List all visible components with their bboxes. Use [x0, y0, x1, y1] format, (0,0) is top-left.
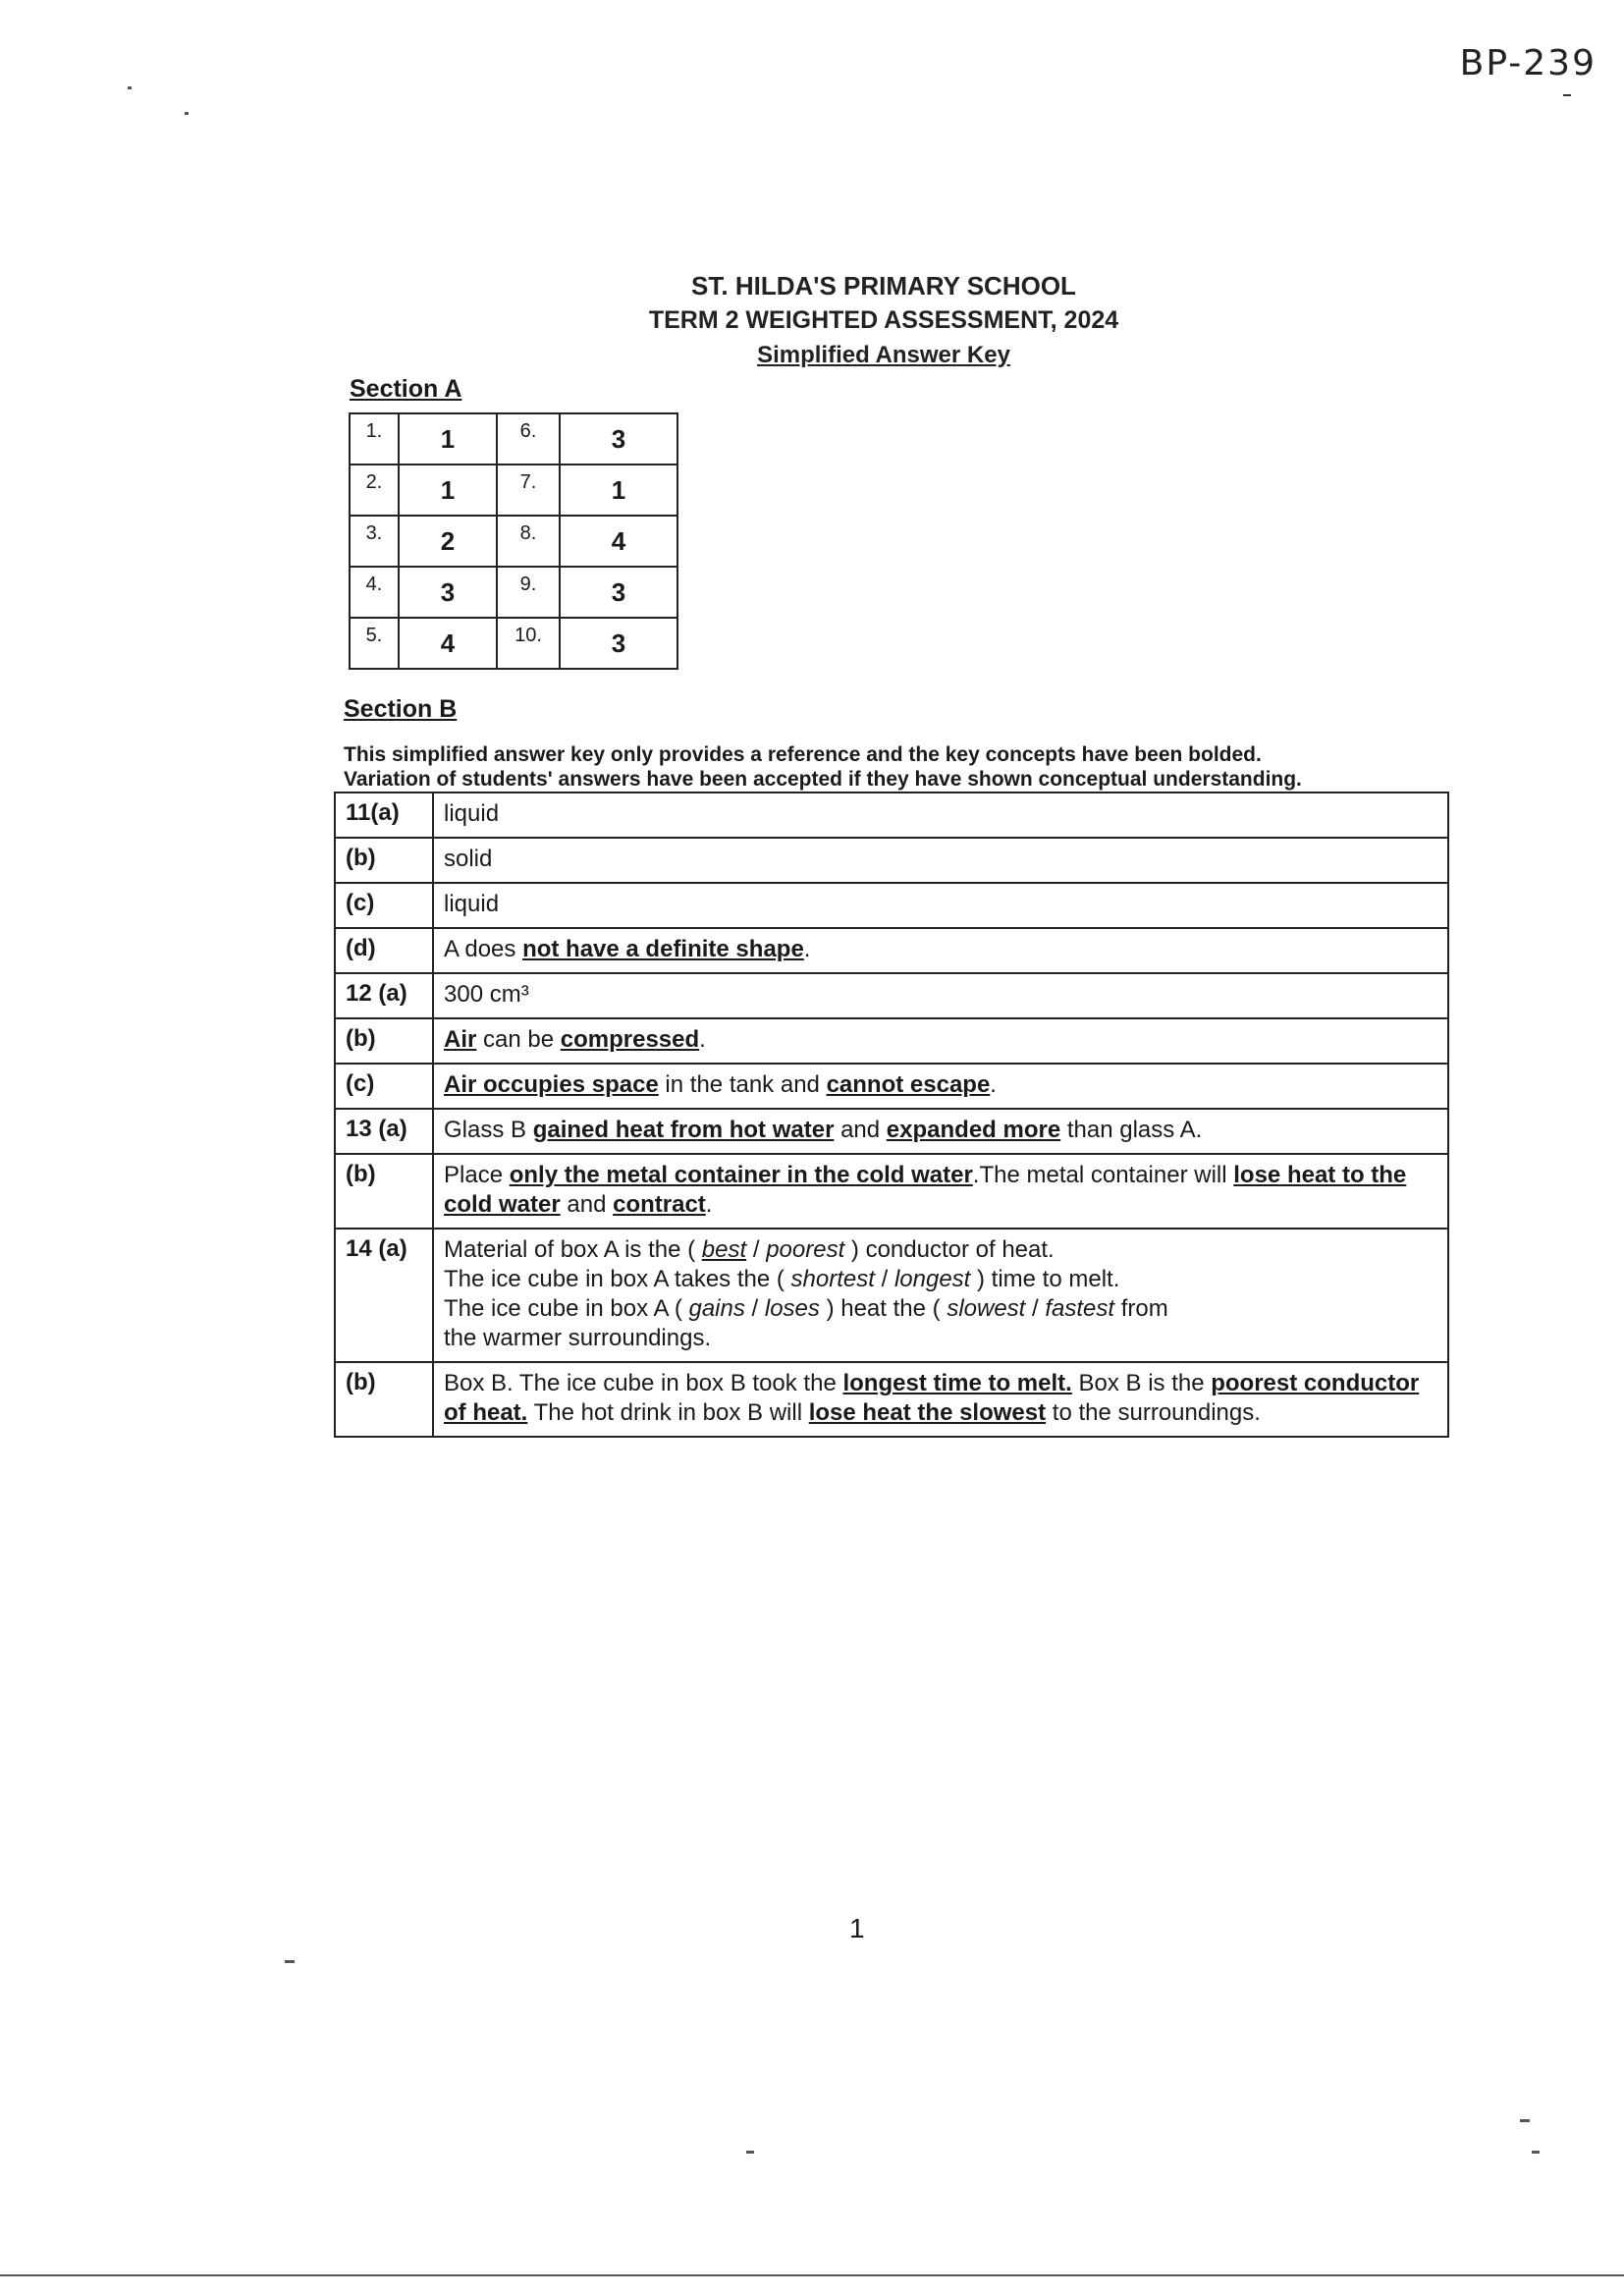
- note-line: Variation of students' answers have been accepted if they have shown conceptual understanding.: [344, 768, 1302, 791]
- answer-choice: poorest: [766, 1236, 845, 1263]
- question-number: 7.: [497, 465, 560, 516]
- answer-choice: gains: [688, 1295, 745, 1322]
- question-number: (d): [335, 928, 433, 973]
- answer-text: can be: [476, 1026, 561, 1053]
- answer-option: 1: [399, 465, 497, 516]
- answer-text: .: [705, 1191, 713, 1218]
- question-number: 5.: [350, 618, 399, 669]
- question-number: 13 (a): [335, 1109, 433, 1154]
- answer-line: [444, 1294, 1439, 1324]
- answer-text: than glass A.: [1060, 1117, 1203, 1143]
- key-concept: expanded more: [886, 1117, 1061, 1143]
- answer-option: 1: [399, 413, 497, 465]
- key-concept: poorest conductor of heat.: [444, 1370, 1420, 1426]
- question-number: 3.: [350, 516, 399, 567]
- answer-text: liquid: [444, 891, 500, 917]
- question-number: 12 (a): [335, 973, 433, 1018]
- answer-text: ) time to melt.: [970, 1266, 1120, 1292]
- key-concept: Air: [444, 1026, 477, 1053]
- question-number: 4.: [350, 567, 399, 618]
- answer-cell: [433, 1362, 1448, 1437]
- key-concept: longest time to melt.: [842, 1370, 1072, 1396]
- section-b-table: [334, 792, 1449, 1438]
- answer-text: Box B. The ice cube in box B took the: [444, 1370, 843, 1396]
- answer-option: 4: [560, 516, 677, 567]
- answer-text: liquid: [444, 800, 500, 827]
- answer-text: The hot drink in box B will: [527, 1399, 809, 1426]
- answer-choice: fastest: [1045, 1295, 1115, 1322]
- answer-text: the warmer surroundings.: [444, 1325, 712, 1351]
- section-a-row: [350, 618, 677, 669]
- key-concept: contract: [613, 1191, 706, 1218]
- question-number: (b): [335, 838, 433, 883]
- question-number: (b): [335, 1018, 433, 1064]
- question-number: 10.: [497, 618, 560, 669]
- answer-text: Material of box A is the (: [444, 1236, 702, 1263]
- scan-speck: [1520, 2119, 1530, 2122]
- answer-cell: [433, 883, 1448, 928]
- question-number: 14 (a): [335, 1229, 433, 1362]
- question-number: 8.: [497, 516, 560, 567]
- answer-choice: longest: [893, 1266, 971, 1292]
- question-number: (c): [335, 883, 433, 928]
- answer-option: 3: [560, 618, 677, 669]
- question-number: (c): [335, 1064, 433, 1109]
- section-b-row: [335, 928, 1448, 973]
- note-line: This simplified answer key only provides a reference and the key concepts have been bolded.: [344, 743, 1262, 766]
- answer-text: .: [990, 1071, 997, 1098]
- section-b-row: [335, 1064, 1448, 1109]
- answer-option: 3: [560, 413, 677, 465]
- assessment-title: TERM 2 WEIGHTED ASSESSMENT, 2024: [648, 306, 1119, 334]
- answer-choice-selected: best: [701, 1236, 747, 1263]
- key-concept: only the metal container in the cold water: [509, 1162, 973, 1188]
- answer-text: Glass B: [444, 1117, 533, 1143]
- answer-cell: [433, 973, 1448, 1018]
- scan-speck: [185, 112, 189, 115]
- answer-text: .: [699, 1026, 706, 1053]
- section-b-row: [335, 793, 1448, 838]
- answer-text: /: [744, 1295, 765, 1322]
- key-concept: lose heat to the cold water: [444, 1162, 1407, 1218]
- section-b-row: [335, 1154, 1448, 1229]
- answer-text: .: [803, 936, 811, 962]
- section-b-heading: Section B: [344, 695, 458, 723]
- section-b-row: [335, 1362, 1448, 1437]
- answer-text: The ice cube in box A takes the (: [444, 1266, 791, 1292]
- answer-option: 3: [399, 567, 497, 618]
- answer-option: 2: [399, 516, 497, 567]
- answer-text: /: [874, 1266, 894, 1292]
- answer-text: A does: [444, 936, 523, 962]
- answer-choice: slowest: [947, 1295, 1026, 1322]
- section-b-note: [344, 742, 1473, 792]
- question-number: 2.: [350, 465, 399, 516]
- answer-text: ) heat the (: [819, 1295, 947, 1322]
- answer-text: Box B is the: [1071, 1370, 1212, 1396]
- document-code: BP-239: [1459, 43, 1597, 83]
- answer-line: [444, 1324, 1439, 1353]
- section-b-row: [335, 1229, 1448, 1362]
- scan-speck: [128, 86, 132, 89]
- section-b-row: [335, 973, 1448, 1018]
- key-concept: cannot escape: [826, 1071, 991, 1098]
- section-b-row: [335, 1018, 1448, 1064]
- question-number: (b): [335, 1362, 433, 1437]
- answer-text: /: [746, 1236, 767, 1263]
- key-concept: gained heat from hot water: [532, 1117, 835, 1143]
- answer-text: ) conductor of heat.: [844, 1236, 1055, 1263]
- question-number: 9.: [497, 567, 560, 618]
- answer-option: 4: [399, 618, 497, 669]
- answer-text: from: [1114, 1295, 1168, 1322]
- answer-option: 3: [560, 567, 677, 618]
- answer-key-title: Simplified Answer Key: [757, 342, 1010, 368]
- key-concept: lose heat the slowest: [808, 1399, 1047, 1426]
- section-a-table: [349, 412, 678, 670]
- answer-text: .The metal container will: [972, 1162, 1234, 1188]
- question-number: 11(a): [335, 793, 433, 838]
- question-number: 6.: [497, 413, 560, 465]
- scan-edge-line: [0, 2274, 1624, 2276]
- answer-line: [444, 1265, 1439, 1294]
- section-a-row: [350, 516, 677, 567]
- answer-cell: [433, 1229, 1448, 1362]
- answer-text: and: [834, 1117, 887, 1143]
- section-b-row: [335, 883, 1448, 928]
- scan-speck: [746, 2151, 754, 2154]
- key-concept: compressed: [560, 1026, 700, 1053]
- answer-option: 1: [560, 465, 677, 516]
- answer-choice: shortest: [790, 1266, 875, 1292]
- answer-cell: [433, 928, 1448, 973]
- section-a-row: [350, 465, 677, 516]
- question-number: (b): [335, 1154, 433, 1229]
- key-concept: not have a definite shape: [522, 936, 804, 962]
- answer-text: Place: [444, 1162, 510, 1188]
- answer-text: to the surroundings.: [1046, 1399, 1261, 1426]
- answer-cell: [433, 1154, 1448, 1229]
- scan-speck: [285, 1960, 295, 1963]
- answer-cell: [433, 1109, 1448, 1154]
- answer-cell: [433, 1064, 1448, 1109]
- answer-text: and: [560, 1191, 614, 1218]
- section-a-heading: Section A: [350, 375, 462, 403]
- answer-choice: loses: [764, 1295, 820, 1322]
- question-number: 1.: [350, 413, 399, 465]
- answer-line: [444, 1235, 1439, 1265]
- answer-cell: [433, 1018, 1448, 1064]
- answer-text: /: [1025, 1295, 1046, 1322]
- corner-mark: [1563, 94, 1571, 96]
- school-name: ST. HILDA'S PRIMARY SCHOOL: [691, 271, 1076, 301]
- answer-cell: [433, 838, 1448, 883]
- section-a-row: [350, 413, 677, 465]
- key-concept: Air occupies space: [444, 1071, 659, 1098]
- answer-text: solid: [444, 846, 493, 872]
- answer-cell: [433, 793, 1448, 838]
- scan-speck: [1532, 2151, 1540, 2154]
- answer-text: The ice cube in box A (: [444, 1295, 689, 1322]
- answer-text: in the tank and: [658, 1071, 827, 1098]
- section-a-row: [350, 567, 677, 618]
- section-b-row: [335, 1109, 1448, 1154]
- section-b-row: [335, 838, 1448, 883]
- answer-text: 300 cm³: [444, 981, 529, 1008]
- page-number: 1: [849, 1913, 865, 1943]
